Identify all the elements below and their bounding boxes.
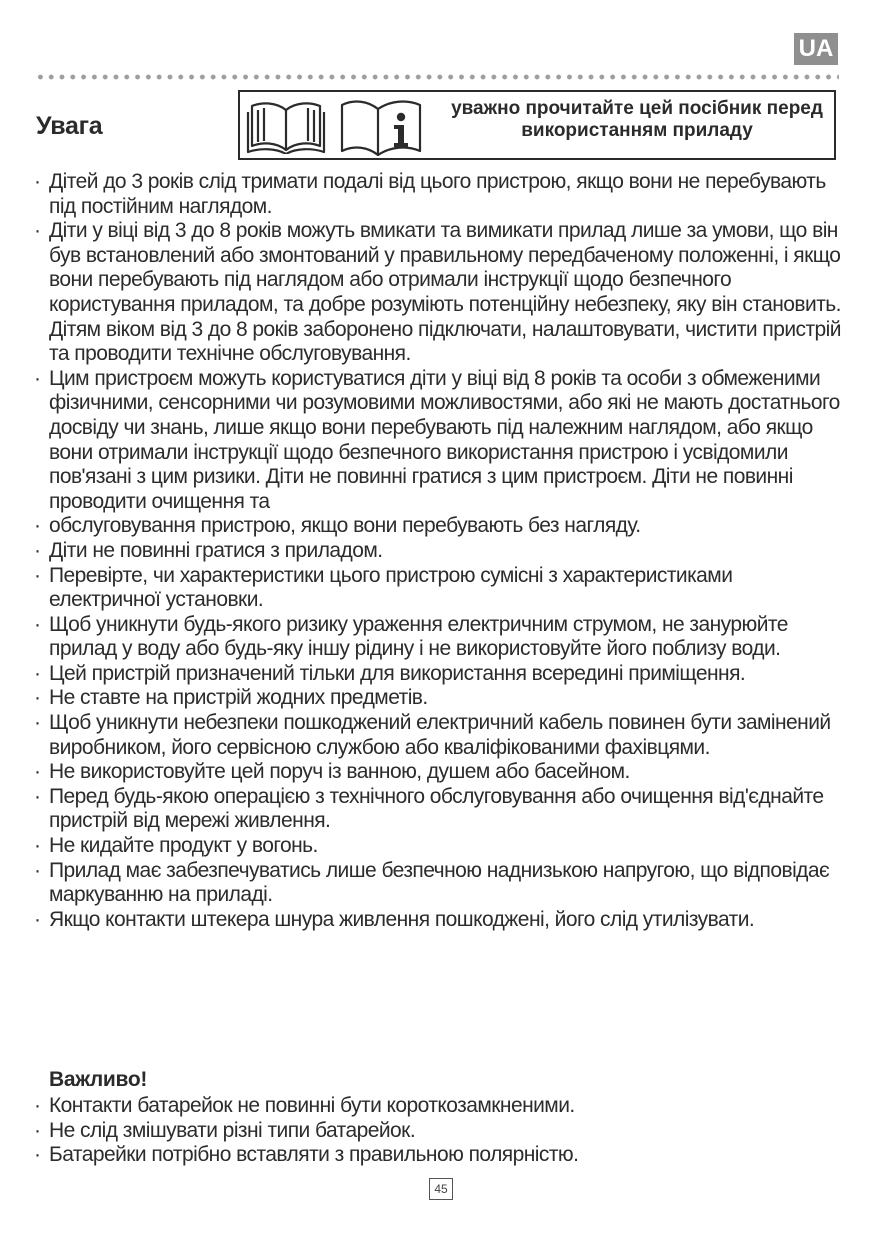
list-item-text: Не використовуйте цей поруч із ванною, душем або басейном. bbox=[49, 760, 630, 784]
bullet-icon: · bbox=[34, 514, 41, 538]
bullet-icon: · bbox=[34, 711, 41, 735]
list-item bbox=[34, 711, 842, 760]
list-item-text: Не слід змішувати різні типи батарейок. bbox=[49, 1118, 416, 1142]
list-item bbox=[34, 859, 842, 908]
read-manual-text: уважно прочитайте цей посібник перед використанням приладу bbox=[451, 98, 823, 141]
safety-instructions-list bbox=[34, 170, 842, 932]
bullet-icon: · bbox=[34, 1143, 41, 1167]
list-item-text: Прилад має забезпечуватись лише безпечною наднизькою напругою, що відповідає маркуванню на приладі. bbox=[49, 858, 830, 907]
bullet-icon: · bbox=[34, 366, 41, 390]
list-item bbox=[34, 785, 842, 834]
bullet-icon: · bbox=[34, 612, 41, 636]
bullet-icon: · bbox=[34, 170, 41, 193]
list-item bbox=[34, 170, 842, 219]
page-number: 45 bbox=[429, 1178, 453, 1200]
list-item bbox=[34, 834, 842, 859]
language-badge: UA bbox=[794, 33, 838, 65]
list-item-text: обслуговування пристрою, якщо вони перебувають без нагляду. bbox=[49, 514, 641, 538]
bullet-icon: · bbox=[34, 907, 41, 931]
list-item-text: Якщо контакти штекера шнура живлення пошкоджені, його слід утилізувати. bbox=[49, 907, 755, 931]
important-heading: Важливо! bbox=[49, 1068, 148, 1091]
list-item bbox=[34, 564, 842, 613]
list-item bbox=[34, 219, 842, 367]
list-item-text: Цей пристрій призначений тільки для використання всередині приміщення. bbox=[49, 661, 746, 685]
bullet-icon: · bbox=[34, 784, 41, 808]
bullet-icon: · bbox=[34, 858, 41, 882]
list-item bbox=[34, 539, 842, 564]
list-item-text: Щоб уникнути небезпеки пошкоджений електричний кабель повинен бути замінений виробником, його сервісною службою або кваліфікованими фахівцями. bbox=[49, 711, 831, 759]
list-item-text: Не кидайте продукт у вогонь. bbox=[49, 834, 318, 858]
list-item-text: Контакти батарейок не повинні бути короткозамкненими. bbox=[49, 1094, 575, 1117]
list-item bbox=[34, 1094, 842, 1119]
bullet-icon: · bbox=[34, 834, 41, 858]
list-item bbox=[34, 1143, 842, 1168]
read-manual-warning-box bbox=[238, 90, 836, 160]
battery-instructions-list bbox=[34, 1094, 842, 1168]
bullet-icon: · bbox=[34, 538, 41, 562]
list-item bbox=[34, 760, 842, 785]
list-item bbox=[34, 908, 842, 933]
bullet-icon: · bbox=[34, 219, 41, 243]
dotted-divider bbox=[35, 74, 839, 80]
list-item bbox=[34, 662, 842, 687]
list-item-text: Щоб уникнути будь-якого ризику ураження електричним струмом, не занурюйте прилад у воду або будь-яку іншу рідину і не використовуйте його поблизу води. bbox=[49, 612, 788, 661]
bullet-icon: · bbox=[34, 760, 41, 784]
list-item bbox=[34, 367, 842, 515]
list-item bbox=[34, 686, 842, 711]
list-item-text: Перед будь-якою операцією з технічного обслуговування або очищення від'єднайте пристрій від мережі живлення. bbox=[49, 784, 824, 833]
list-item-text: Не ставте на пристрій жодних предметів. bbox=[49, 686, 428, 710]
list-item bbox=[34, 613, 842, 662]
list-item bbox=[34, 1119, 842, 1144]
list-item-text: Цим пристроєм можуть користуватися діти у віці від 8 років та особи з обмеженими фізичними, сенсорними чи розумовими можливостями, або які не мають достатнього досвіду чи знань, лише якщо вони перебувають під належним наглядом, або якщо вони отримали інструкції щодо безпечного використання пристрою і усвідомили пов'язані з цим ризики. Діти не повинні гратися з цим пристроєм. Діти не повинні проводити очищення та bbox=[49, 366, 840, 513]
bullet-icon: · bbox=[34, 661, 41, 685]
section-title: Увага bbox=[36, 112, 103, 140]
list-item bbox=[34, 514, 842, 539]
bullet-icon: · bbox=[34, 563, 41, 587]
list-item-text: Діти у віці від 3 до 8 років можуть вмикати та вимикати прилад лише за умови, що він був встановлений або змонтований у правильному передбаченому положенні, і якщо вони перебувають під наглядом або отримали інструкції щодо безпечного користування приладом, та добре розуміють потенційну небезпеку, яку він становить. Дітям віком від 3 до 8 років заборонено підключати, налаштовувати, чистити пристрій та проводити технічне обслуговування. bbox=[49, 219, 841, 366]
bullet-icon: · bbox=[34, 1118, 41, 1142]
bullet-icon: · bbox=[34, 686, 41, 710]
list-item-text: Батарейки потрібно вставляти з правильною полярністю. bbox=[49, 1143, 579, 1167]
book-icon bbox=[246, 98, 326, 154]
info-manual-icon bbox=[340, 97, 422, 157]
list-item-text: Діти не повинні гратися з приладом. bbox=[49, 538, 383, 562]
list-item-text: Перевірте, чи характеристики цього пристрою сумісні з характеристиками електричної установки. bbox=[49, 563, 733, 612]
bullet-icon: · bbox=[34, 1094, 41, 1117]
list-item-text: Дітей до 3 років слід тримати подалі від цього пристрою, якщо вони не перебувають під постійним наглядом. bbox=[49, 170, 826, 218]
